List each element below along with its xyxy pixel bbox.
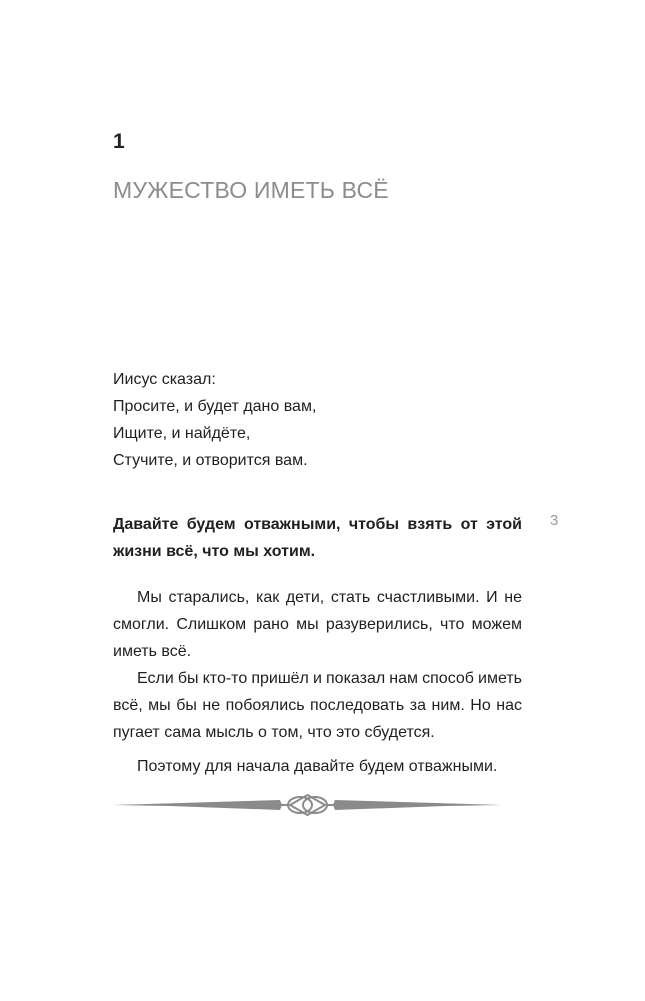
lead-line: Давайте будем отважными, чтобы взять от этой — [113, 516, 522, 533]
epigraph-line: Иисус сказал: — [113, 371, 216, 388]
chapter-title: МУЖЕСТВО ИМЕТЬ ВСЁ — [113, 177, 389, 203]
page-number: 3 — [550, 512, 559, 529]
text-line: смогли. Слишком рано мы разуверились, что можем — [113, 616, 522, 633]
text-line: всё, мы бы не побоялись последовать за ним. Но нас — [113, 697, 522, 714]
epigraph-line: Просите, и будет дано вам, — [113, 398, 317, 415]
text-line: Поэтому для начала давайте будем отважными. — [137, 758, 498, 775]
lead-line: жизни всё, что мы хотим. — [113, 543, 316, 560]
epigraph-line: Стучите, и отворится вам. — [113, 452, 308, 469]
text-line: Мы старались, как дети, стать счастливыми. И не — [137, 589, 522, 606]
text-line: пугает сама мысль о том, что это сбудется. — [113, 724, 435, 741]
chapter-number: 1 — [113, 130, 125, 153]
text-line: иметь всё. — [113, 643, 192, 660]
ornament-divider-icon — [110, 790, 505, 820]
text-line: Если бы кто-то пришёл и показал нам способ иметь — [137, 670, 522, 687]
epigraph-line: Ищите, и найдёте, — [113, 425, 251, 442]
